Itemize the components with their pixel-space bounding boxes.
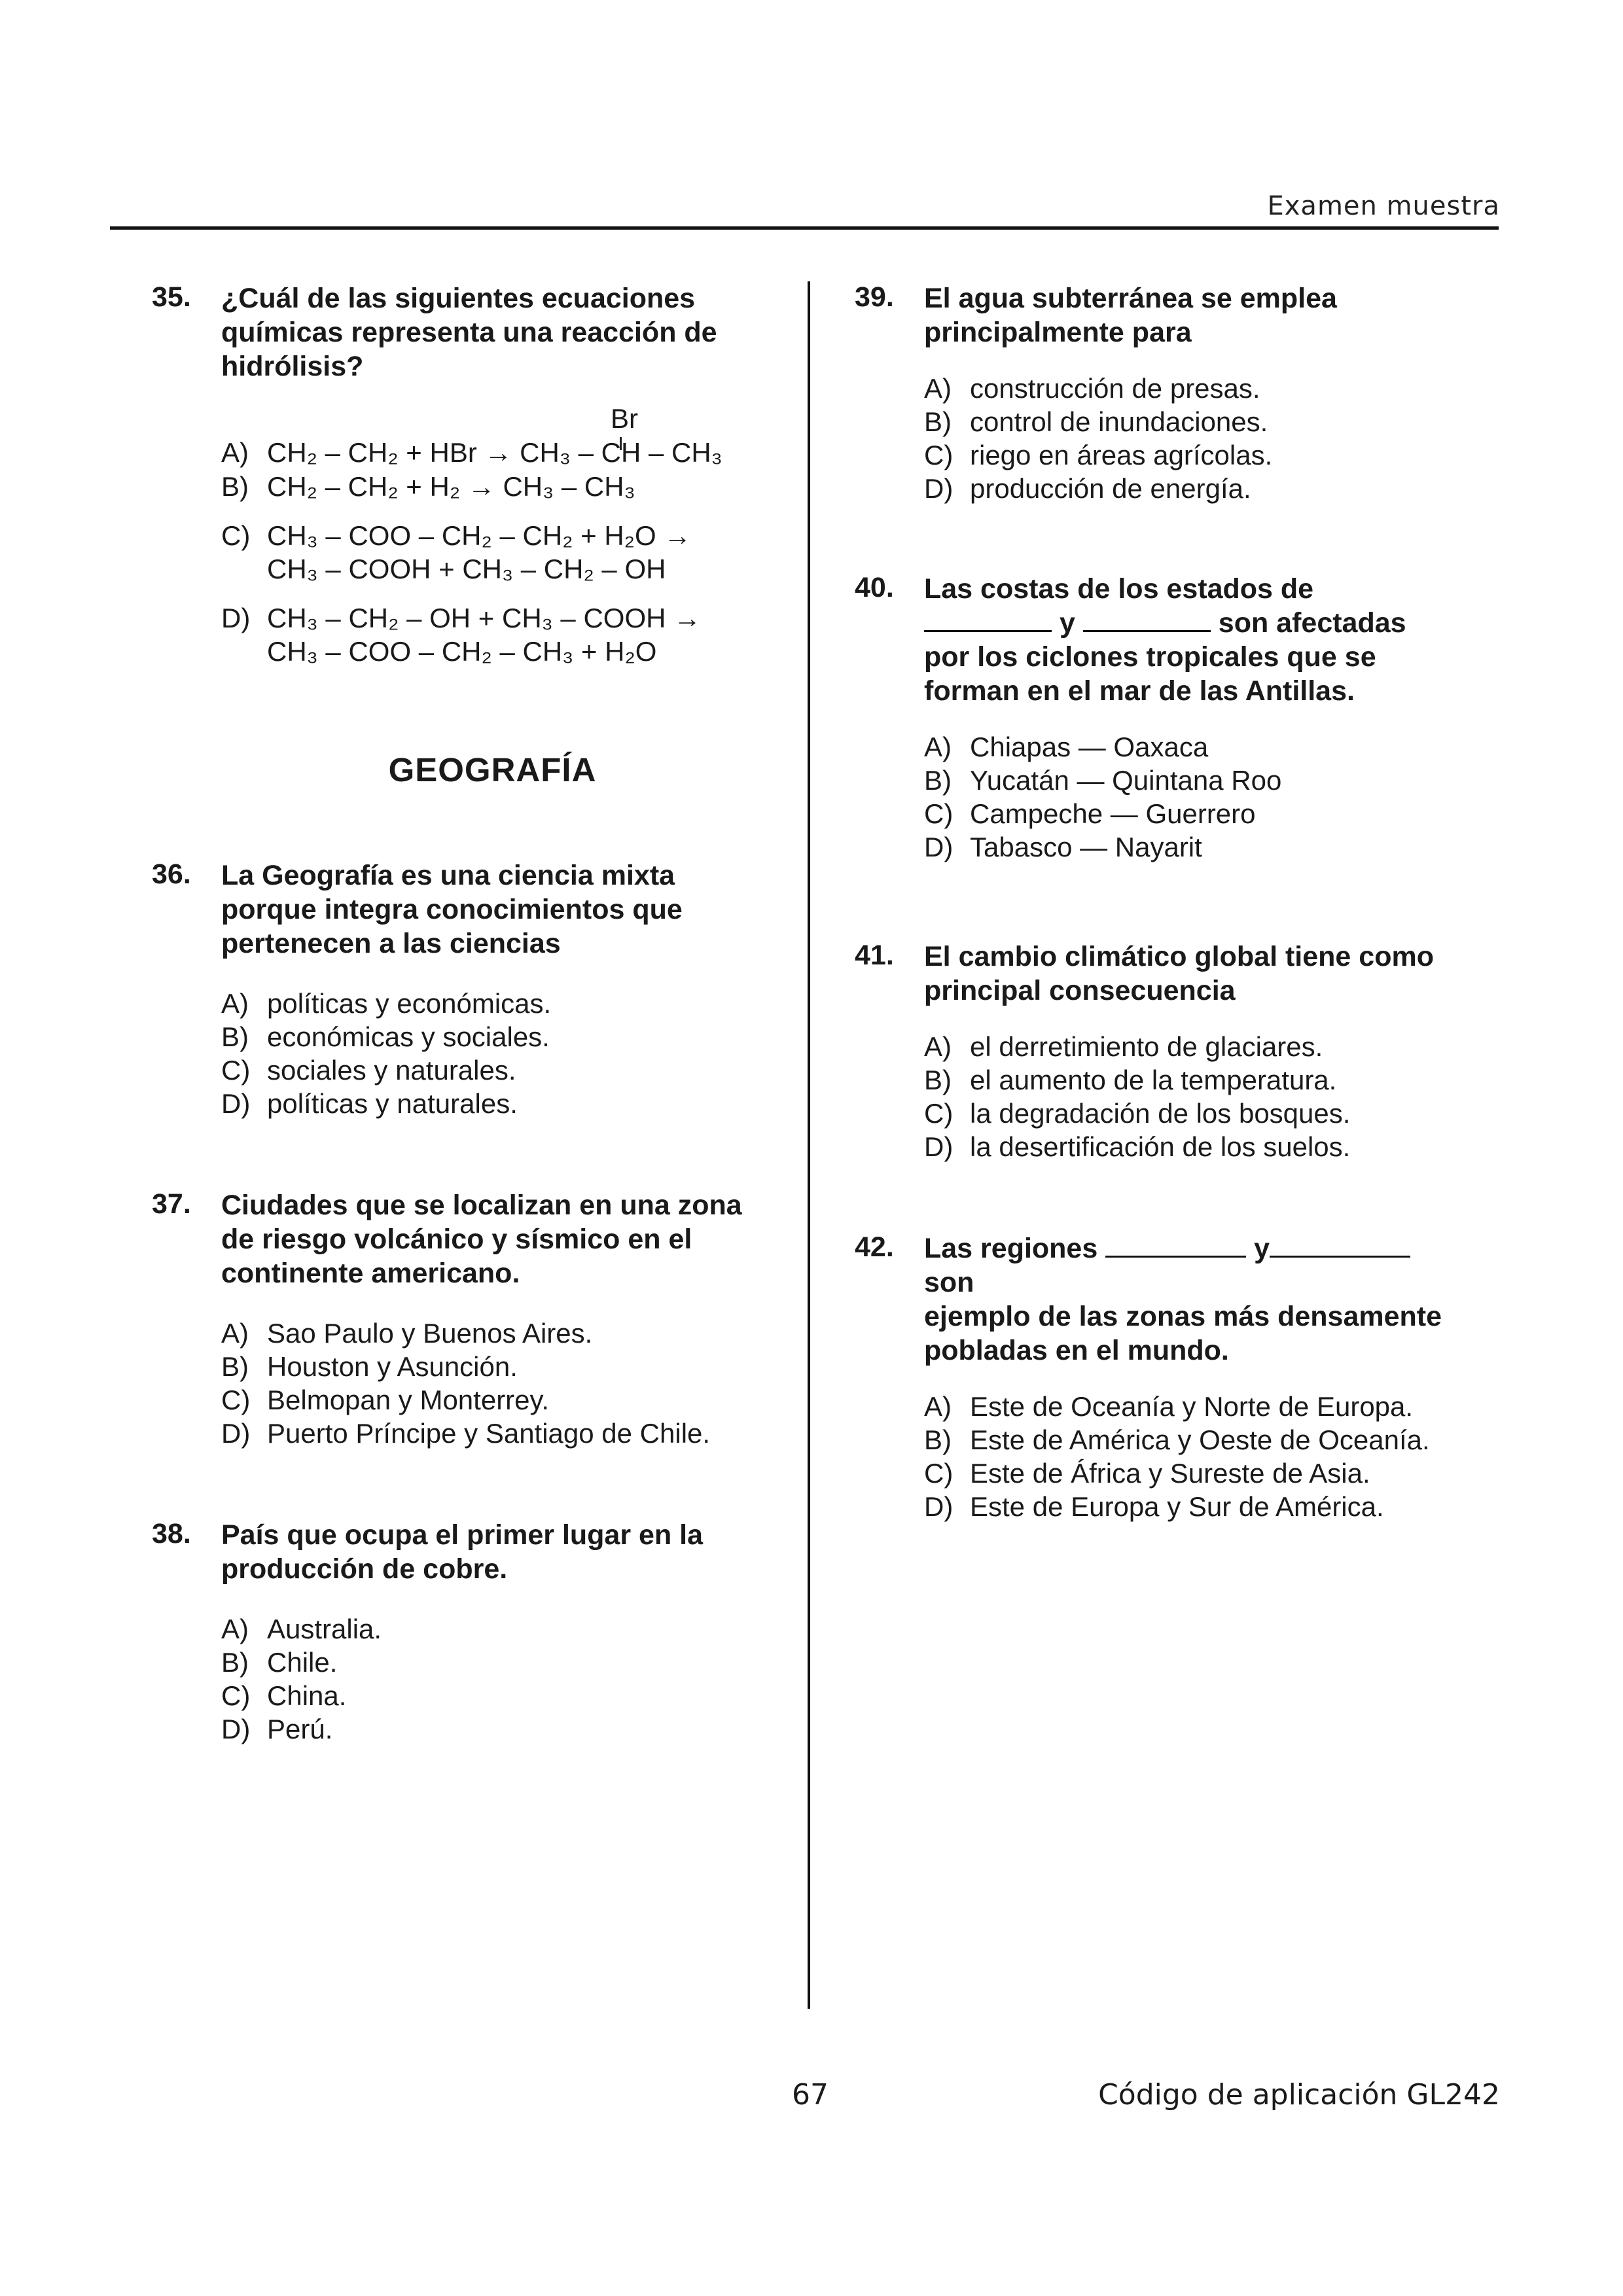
option-a <box>221 987 764 1020</box>
fill-blank-1 <box>1105 1232 1246 1258</box>
question-text: El agua subterránea se emplea principalmente para <box>924 283 1337 348</box>
option-a <box>221 1316 764 1350</box>
options-list <box>221 1612 764 1746</box>
option-d <box>924 1490 1467 1523</box>
question-39 <box>855 281 1467 505</box>
option-text: Belmopan y Monterrey. <box>267 1385 550 1415</box>
option-text: construcción de presas. <box>970 373 1260 404</box>
question-text <box>924 1231 1467 1368</box>
option-c <box>924 797 1467 830</box>
option-d <box>221 1417 764 1450</box>
question-text: País que ocupa el primer lugar en la producción de cobre. <box>221 1519 704 1585</box>
question-text <box>924 572 1467 708</box>
option-text: Sao Paulo y Buenos Aires. <box>267 1318 593 1349</box>
question-text-part-a: Las regiones <box>924 1233 1098 1264</box>
option-c <box>924 1097 1467 1130</box>
column-divider <box>808 281 810 2009</box>
option-letter: D) <box>221 1088 251 1119</box>
question-42 <box>855 1231 1467 1523</box>
option-letter: D) <box>221 603 251 633</box>
option-letter: A) <box>924 1031 952 1062</box>
option-text: la degradación de los bosques. <box>970 1098 1351 1129</box>
options-list <box>924 730 1467 864</box>
question-35 <box>152 281 764 668</box>
fill-blank-1 <box>924 607 1052 632</box>
option-c <box>221 1053 764 1087</box>
option-text: control de inundaciones. <box>970 406 1268 437</box>
option-text: políticas y naturales. <box>267 1088 518 1119</box>
option-c <box>924 438 1467 472</box>
section-title: GEOGRAFÍA <box>388 751 597 788</box>
option-b <box>221 1020 764 1053</box>
option-text: el derretimiento de glaciares. <box>970 1031 1323 1062</box>
option-letter: A) <box>221 1614 249 1644</box>
question-number: 42. <box>855 1231 894 1263</box>
question-41 <box>855 940 1467 1163</box>
question-number: 35. <box>152 281 191 313</box>
bromine-substituent: Br <box>611 403 638 434</box>
option-b <box>221 1350 764 1383</box>
option-d <box>924 1130 1467 1163</box>
right-column <box>855 281 1467 1523</box>
question-text-part-b: son afectadas <box>1218 607 1406 639</box>
option-text: sociales y naturales. <box>267 1055 516 1086</box>
option-d <box>221 1087 764 1120</box>
question-text: El cambio climático global tiene como principal consecuencia <box>924 941 1434 1006</box>
option-letter: B) <box>221 471 249 502</box>
equation-line-2: CH₃ – COOH + CH₃ – CH₂ – OH <box>267 554 666 584</box>
options-list <box>221 987 764 1120</box>
question-text: La Geografía es una ciencia mixta porque integra conocimientos que pertenecen a las ciencias <box>221 860 683 959</box>
option-letter: B) <box>924 1065 952 1095</box>
option-letter: B) <box>924 406 952 437</box>
option-text: Tabasco — Nayarit <box>970 832 1202 862</box>
option-text: Puerto Príncipe y Santiago de Chile. <box>267 1418 711 1449</box>
header-label: Examen muestra <box>1267 191 1500 221</box>
option-text: Chile. <box>267 1647 338 1678</box>
option-a <box>924 372 1467 405</box>
option-d <box>924 472 1467 505</box>
option-b <box>221 470 764 503</box>
option-letter: A) <box>221 437 249 468</box>
option-letter: A) <box>924 1391 952 1422</box>
option-text: Yucatán — Quintana Roo <box>970 765 1282 796</box>
option-b <box>221 1646 764 1679</box>
fill-blank-2 <box>1270 1232 1410 1258</box>
options-list <box>924 1030 1467 1163</box>
question-number: 41. <box>855 940 894 971</box>
option-letter: C) <box>924 1098 954 1129</box>
option-text <box>267 519 691 586</box>
option-text: CH₂ – CH₂ + H₂ → CH₃ – CH₃ <box>267 471 635 502</box>
option-letter: C) <box>221 520 251 551</box>
option-text: CH₂ – CH₂ + HBr → CH₃ – CH – CH₃ <box>267 437 722 468</box>
equation-line-1: CH₃ – CH₂ – OH + CH₃ – COOH → <box>267 603 702 633</box>
option-a-structure <box>221 402 764 470</box>
fill-blank-2 <box>1083 607 1211 632</box>
option-a <box>221 436 764 469</box>
option-b <box>924 764 1467 797</box>
question-number: 36. <box>152 858 191 890</box>
option-letter: D) <box>221 1418 251 1449</box>
options-list <box>221 1316 764 1450</box>
question-text-part-a: Las costas de los estados de <box>924 573 1314 605</box>
option-letter: A) <box>221 988 249 1019</box>
option-text: Houston y Asunción. <box>267 1351 518 1382</box>
option-letter: C) <box>924 798 954 829</box>
option-text: la desertificación de los suelos. <box>970 1131 1351 1162</box>
option-text: Australia. <box>267 1614 382 1644</box>
page-number: 67 <box>792 2078 829 2111</box>
option-text: producción de energía. <box>970 473 1251 504</box>
application-code: Código de aplicación GL242 <box>1098 2078 1500 2111</box>
option-c <box>221 1383 764 1417</box>
option-text: Perú. <box>267 1714 333 1744</box>
option-text: económicas y sociales. <box>267 1021 550 1052</box>
equation-line-2: CH₃ – COO – CH₂ – CH₃ + H₂O <box>267 636 657 667</box>
question-text-part-c: por los ciclones tropicales que se forman en el mar de las Antillas. <box>924 641 1376 707</box>
option-text: el aumento de la temperatura. <box>970 1065 1337 1095</box>
chemical-options <box>221 402 764 668</box>
question-36 <box>152 858 764 1120</box>
option-d <box>221 601 764 668</box>
option-letter: C) <box>924 440 954 470</box>
option-text: Este de Europa y Sur de América. <box>970 1491 1384 1522</box>
question-number: 37. <box>152 1188 191 1220</box>
option-letter: D) <box>221 1714 251 1744</box>
option-letter: D) <box>924 832 954 862</box>
option-a <box>924 730 1467 764</box>
option-letter: B) <box>924 765 952 796</box>
option-text: riego en áreas agrícolas. <box>970 440 1273 470</box>
option-letter: C) <box>221 1680 251 1711</box>
question-text-part-b: son <box>924 1267 974 1298</box>
blank-connector: y <box>1254 1233 1270 1264</box>
question-number: 39. <box>855 281 894 313</box>
option-letter: A) <box>924 373 952 404</box>
option-letter: B) <box>221 1021 249 1052</box>
question-text: ¿Cuál de las siguientes ecuaciones químicas representa una reacción de hidrólisis? <box>221 283 717 382</box>
option-c <box>924 1457 1467 1490</box>
option-text: políticas y económicas. <box>267 988 552 1019</box>
question-40 <box>855 572 1467 864</box>
option-letter: B) <box>924 1424 952 1455</box>
header-rule <box>110 226 1499 230</box>
option-c <box>221 1679 764 1712</box>
option-text <box>267 601 701 668</box>
option-letter: B) <box>221 1647 249 1678</box>
option-b <box>924 1063 1467 1097</box>
option-letter: D) <box>924 473 954 504</box>
option-letter: D) <box>924 1131 954 1162</box>
option-d <box>221 1712 764 1746</box>
options-list <box>924 1390 1467 1523</box>
option-letter: C) <box>221 1385 251 1415</box>
option-a <box>924 1030 1467 1063</box>
options-list <box>924 372 1467 505</box>
option-letter: D) <box>924 1491 954 1522</box>
option-d <box>924 830 1467 864</box>
option-text: Chiapas — Oaxaca <box>970 732 1209 762</box>
question-number: 38. <box>152 1518 191 1549</box>
option-a <box>221 1612 764 1646</box>
option-text: Este de Oceanía y Norte de Europa. <box>970 1391 1414 1422</box>
option-b <box>924 1423 1467 1457</box>
question-38 <box>152 1518 764 1746</box>
option-b <box>924 405 1467 438</box>
option-letter: C) <box>221 1055 251 1086</box>
blank-connector: y <box>1059 607 1075 639</box>
option-text: Este de África y Sureste de Asia. <box>970 1458 1370 1489</box>
option-a <box>924 1390 1467 1423</box>
question-text: Ciudades que se localizan en una zona de riesgo volcánico y sísmico en el continente americano. <box>221 1190 742 1289</box>
question-37 <box>152 1188 764 1450</box>
option-text: Este de América y Oeste de Oceanía. <box>970 1424 1430 1455</box>
option-letter: A) <box>221 1318 249 1349</box>
option-letter: B) <box>221 1351 249 1382</box>
option-text: China. <box>267 1680 347 1711</box>
option-c <box>221 519 764 586</box>
question-number: 40. <box>855 572 894 603</box>
option-letter: C) <box>924 1458 954 1489</box>
question-text-part-c: ejemplo de las zonas más densamente pobladas en el mundo. <box>924 1301 1442 1366</box>
option-text: Campeche — Guerrero <box>970 798 1256 829</box>
equation-line-1: CH₃ – COO – CH₂ – CH₂ + H₂O → <box>267 520 692 551</box>
left-column <box>152 281 764 1746</box>
option-letter: A) <box>924 732 952 762</box>
